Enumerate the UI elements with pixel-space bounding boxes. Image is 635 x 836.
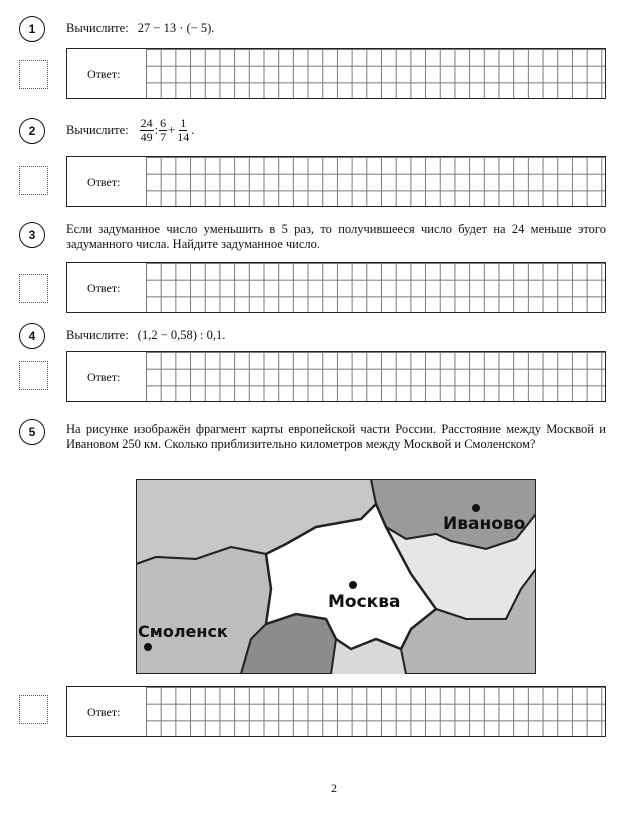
- page-number: 2: [331, 781, 337, 795]
- question-2-text: [66, 117, 194, 144]
- score-box-5: [19, 695, 48, 724]
- city-dot-moscow: [349, 581, 357, 589]
- fraction-2-denominator: 7: [160, 130, 167, 144]
- score-box-2: [19, 166, 48, 195]
- city-label-ivanovo: Иваново: [443, 514, 526, 534]
- fraction-3: [176, 117, 190, 144]
- question-number-text: 2: [28, 124, 36, 138]
- city-dot-smolensk: [144, 643, 152, 651]
- fraction-3-denominator: 14: [177, 130, 190, 144]
- answer-field-3[interactable]: [66, 262, 606, 313]
- operator-plus: +: [168, 123, 176, 137]
- city-dot-ivanovo: [472, 504, 480, 512]
- question-1-text: [66, 21, 214, 36]
- answer-grid-2[interactable]: [146, 157, 605, 206]
- question-1-prefix: Вычислите:: [66, 21, 129, 35]
- answer-label: Ответ:: [87, 281, 121, 295]
- answer-label: Ответ:: [87, 370, 121, 384]
- fraction-3-numerator: 1: [180, 116, 187, 130]
- answer-label: Ответ:: [87, 175, 121, 189]
- fraction-1-denominator: 49: [140, 130, 153, 144]
- question-2-prefix: Вычислите:: [66, 123, 129, 137]
- expression-end: .: [191, 123, 195, 137]
- answer-field-2[interactable]: [66, 156, 606, 207]
- answer-grid-5[interactable]: [146, 687, 605, 736]
- score-box-1: [19, 60, 48, 89]
- fraction-2-numerator: 6: [160, 116, 167, 130]
- operator-divide: :: [154, 123, 159, 137]
- question-number-4: [19, 323, 45, 349]
- answer-label: Ответ:: [87, 705, 121, 719]
- fraction-2: [159, 117, 167, 144]
- question-number-text: 3: [28, 228, 36, 242]
- answer-grid-3[interactable]: [146, 263, 605, 312]
- question-number-2: [19, 118, 45, 144]
- answer-field-5[interactable]: [66, 686, 606, 737]
- answer-field-1[interactable]: [66, 48, 606, 99]
- question-number-1: [19, 16, 45, 42]
- question-5-text: На рисунке изображён фрагмент карты европейской части России. Расстояние между Москвой и Ивановом 250 км. Сколько приблизительно километров между Москвой и Смоленском?: [66, 422, 606, 451]
- fraction-1: [140, 117, 154, 144]
- question-1-expression: 27 − 13 · (− 5).: [137, 21, 215, 35]
- question-number-text: 4: [28, 329, 36, 343]
- question-4-expression: (1,2 − 0,58) : 0,1.: [137, 328, 226, 342]
- fraction-1-numerator: 24: [140, 116, 153, 130]
- score-box-3: [19, 274, 48, 303]
- question-4-prefix: Вычислите:: [66, 328, 129, 342]
- question-number-3: [19, 222, 45, 248]
- question-4-text: [66, 328, 225, 343]
- city-label-smolensk: Смоленск: [138, 622, 228, 641]
- question-number-text: 1: [28, 22, 36, 36]
- answer-grid-4[interactable]: [146, 352, 605, 401]
- question-3-text: Если задуманное число уменьшить в 5 раз, то получившееся число будет на 24 меньше этого задуманного числа. Найдите задуманное число.: [66, 222, 606, 251]
- answer-label: Ответ:: [87, 67, 121, 81]
- answer-field-4[interactable]: [66, 351, 606, 402]
- map-image: [136, 479, 536, 674]
- question-number-text: 5: [28, 425, 36, 439]
- score-box-4: [19, 361, 48, 390]
- question-number-5: [19, 419, 45, 445]
- answer-grid-1[interactable]: [146, 49, 605, 98]
- city-label-moscow: Москва: [328, 592, 401, 612]
